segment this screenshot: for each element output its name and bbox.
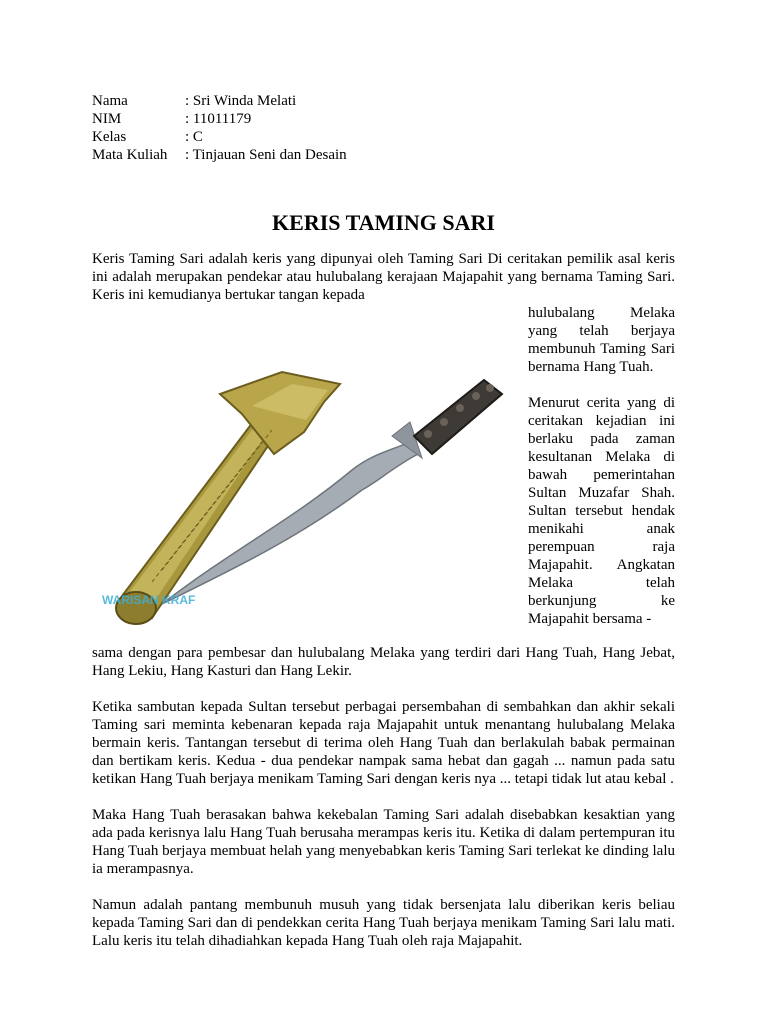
- intro-paragraph: Keris Taming Sari adalah keris yang dipunyai oleh Taming Sari Di ceritakan pemilik asal keris ini adalah merupakan pendekar atau hulubalang kerajaan Majapahit yang bernama Taming Sari. Keris ini kemudianya bertukar tangan kepada: [92, 251, 675, 303]
- story-paragraph: Namun adalah pantang membunuh musuh yang tidak bersenjata lalu diberikan keris beliau kepada Taming Sari dan di pendekkan cerita Hang Tuah berjaya menikam Taming Sari lalu mati. Lalu keris itu telah dihadiahkan kepada Hang Tuah oleh raja Majapahit.: [92, 897, 675, 949]
- info-label: Kelas: [92, 129, 127, 145]
- info-value: : Tinjauan Seni dan Desain: [185, 147, 347, 163]
- keris-hilt: [414, 380, 502, 454]
- story-paragraph: Ketika sambutan kepada Sultan tersebut perbagai persembahan di sembahkan dan akhir sekali Taming sari meminta kebenaran kepada raja Majapahit untuk menantang hulubalang Melaka bermain keris. Tantangan tersebut di terima oleh Hang Tuah dan berlakulah babak permainan dan bertikam keris. Kedua - dua pendekar nampak sama hebat dan gagah ... namun pada satu ketikan Hang Tuah berjaya menikam Taming Sari dengan keris nya ... tetapi tidak lut atau kebal .: [92, 699, 675, 787]
- student-info: [92, 92, 675, 164]
- continuation-paragraph: sama dengan para pembesar dan hulubalang Melaka yang terdiri dari Hang Tuah, Hang Jebat, Hang Lekiu, Hang Kasturi dan Hang Lekir.: [92, 645, 675, 679]
- keris-image: [92, 350, 522, 650]
- watermark-text: WARISAN KRAF: [102, 593, 196, 607]
- info-value: : C: [185, 129, 203, 145]
- info-label: NIM: [92, 111, 122, 127]
- keris-sheath: [116, 372, 340, 624]
- page-title: KERIS TAMING SARI: [272, 210, 495, 235]
- info-value: : Sri Winda Melati: [185, 93, 297, 109]
- image-text-block: [92, 304, 675, 644]
- info-value: : 11011179: [185, 111, 252, 127]
- story-paragraph: Maka Hang Tuah berasakan bahwa kekebalan Taming Sari adalah disebabkan kesaktian yang ada pada kerisnya lalu Hang Tuah berusaha merampas keris itu. Ketika di dalam pertempuran itu Hang Tuah berjaya membuat helah yang menyebabkan keris Taming Sari terlekat ke dinding lalu ia merampasnya.: [92, 807, 675, 877]
- side-paragraph: Menurut cerita yang di ceritakan kejadian ini berlaku pada zaman kesultanan Melaka di bawah pemerintahan Sultan Muzafar Shah. Sultan tersebut hendak menikahi anak perempuan raja Majapahit. Angkatan Melaka telah berkunjung ke Majapahit bersama -: [528, 395, 675, 627]
- side-paragraph: hulubalang Melaka yang telah berjaya membunuh Taming Sari bernama Hang Tuah.: [528, 305, 675, 375]
- document-page: [92, 92, 675, 950]
- side-column: [528, 304, 675, 628]
- info-label: Nama: [92, 93, 128, 109]
- info-label: Mata Kuliah: [92, 147, 168, 163]
